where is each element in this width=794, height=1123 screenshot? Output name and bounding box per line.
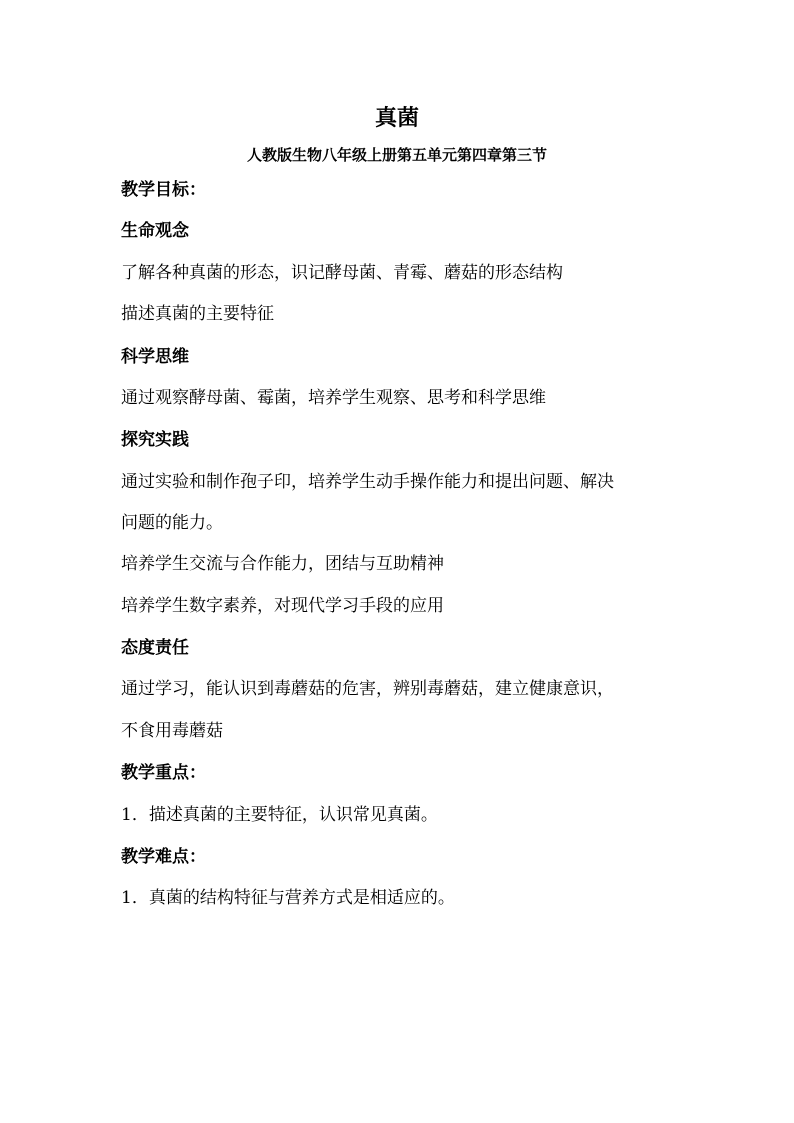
heading-difficult-points: 教学难点： xyxy=(121,847,206,867)
body-line: 通过实验和制作孢子印，培养学生动手操作能力和提出问题、解决 xyxy=(121,472,614,492)
heading-key-points: 教学重点： xyxy=(121,763,206,783)
body-line: 问题的能力。 xyxy=(121,513,223,533)
body-line: 通过观察酵母菌、霉菌，培养学生观察、思考和科学思维 xyxy=(121,388,546,408)
heading-inquiry-practice: 探究实践 xyxy=(121,430,189,450)
body-line: 通过学习，能认识到毒蘑菇的危害，辨别毒蘑菇，建立健康意识， xyxy=(121,679,614,699)
list-item: 1．描述真菌的主要特征，认识常见真菌。 xyxy=(121,805,438,825)
document-title: 真菌 xyxy=(374,105,419,131)
heading-scientific-thinking: 科学思维 xyxy=(121,347,189,367)
list-item: 1．真菌的结构特征与营养方式是相适应的。 xyxy=(121,888,455,908)
body-line: 了解各种真菌的形态，识记酵母菌、青霉、蘑菇的形态结构 xyxy=(121,263,563,283)
body-line: 不食用毒蘑菇 xyxy=(121,721,223,741)
heading-attitude-responsibility: 态度责任 xyxy=(121,638,189,658)
heading-life-concept: 生命观念 xyxy=(121,221,189,241)
body-line: 培养学生数字素养，对现代学习手段的应用 xyxy=(121,596,444,616)
body-line: 描述真菌的主要特征 xyxy=(121,304,274,324)
body-line: 培养学生交流与合作能力，团结与互助精神 xyxy=(121,554,444,574)
heading-teaching-objectives: 教学目标： xyxy=(121,180,206,200)
document-subtitle: 人教版生物八年级上册第五单元第四章第三节 xyxy=(246,146,547,164)
